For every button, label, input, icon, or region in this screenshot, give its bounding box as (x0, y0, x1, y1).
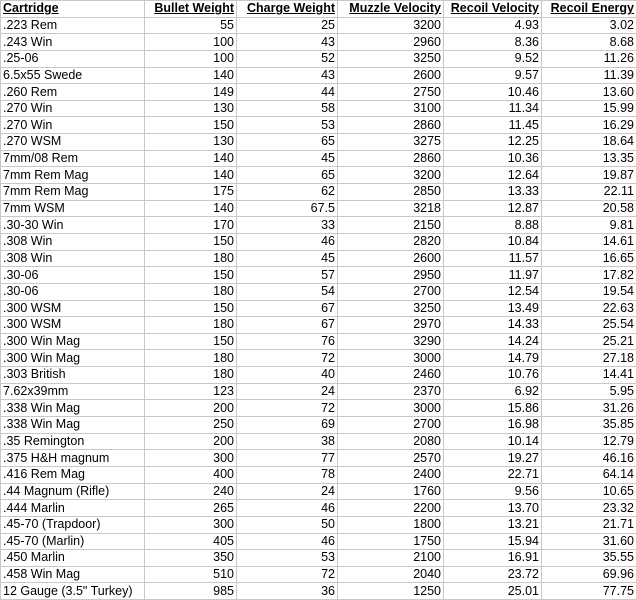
cell-charge-weight[interactable]: 43 (237, 34, 338, 51)
cell-muzzle-velocity[interactable]: 3200 (338, 17, 444, 34)
cell-cartridge[interactable]: .300 WSM (1, 317, 145, 334)
cell-recoil-velocity[interactable]: 6.92 (444, 383, 542, 400)
cell-cartridge[interactable]: .30-06 (1, 267, 145, 284)
cell-recoil-energy[interactable]: 5.95 (542, 383, 636, 400)
cell-muzzle-velocity[interactable]: 2850 (338, 184, 444, 201)
cell-recoil-velocity[interactable]: 8.88 (444, 217, 542, 234)
cell-muzzle-velocity[interactable]: 1800 (338, 516, 444, 533)
cell-charge-weight[interactable]: 76 (237, 333, 338, 350)
cell-recoil-velocity[interactable]: 10.14 (444, 433, 542, 450)
cell-cartridge[interactable]: .45-70 (Trapdoor) (1, 516, 145, 533)
cell-bullet-weight[interactable]: 250 (145, 417, 237, 434)
cell-bullet-weight[interactable]: 100 (145, 50, 237, 67)
column-header-muzzle-velocity[interactable]: Muzzle Velocity (338, 1, 444, 18)
cell-muzzle-velocity[interactable]: 2200 (338, 500, 444, 517)
cell-bullet-weight[interactable]: 140 (145, 150, 237, 167)
cell-muzzle-velocity[interactable]: 2150 (338, 217, 444, 234)
cell-recoil-velocity[interactable]: 16.98 (444, 417, 542, 434)
cell-recoil-energy[interactable]: 31.60 (542, 533, 636, 550)
cell-charge-weight[interactable]: 58 (237, 100, 338, 117)
cell-charge-weight[interactable]: 77 (237, 450, 338, 467)
cell-charge-weight[interactable]: 50 (237, 516, 338, 533)
cell-recoil-energy[interactable]: 27.18 (542, 350, 636, 367)
cell-cartridge[interactable]: .308 Win (1, 233, 145, 250)
cell-muzzle-velocity[interactable]: 2600 (338, 67, 444, 84)
header-row (1, 1, 636, 18)
cell-cartridge[interactable]: 12 Gauge (3.5" Turkey) (1, 583, 145, 600)
cell-cartridge[interactable]: 7mm WSM (1, 200, 145, 217)
cell-bullet-weight[interactable]: 150 (145, 267, 237, 284)
cell-bullet-weight[interactable]: 150 (145, 300, 237, 317)
cell-charge-weight[interactable]: 53 (237, 550, 338, 567)
cell-recoil-energy[interactable]: 19.87 (542, 167, 636, 184)
cell-recoil-energy[interactable]: 11.26 (542, 50, 636, 67)
cell-muzzle-velocity[interactable]: 3250 (338, 50, 444, 67)
cell-bullet-weight[interactable]: 240 (145, 483, 237, 500)
cell-charge-weight[interactable]: 72 (237, 350, 338, 367)
cell-muzzle-velocity[interactable]: 1760 (338, 483, 444, 500)
cell-charge-weight[interactable]: 53 (237, 117, 338, 134)
cell-recoil-energy[interactable]: 25.54 (542, 317, 636, 334)
cell-cartridge[interactable]: .44 Magnum (Rifle) (1, 483, 145, 500)
cell-cartridge[interactable]: .223 Rem (1, 17, 145, 34)
cell-cartridge[interactable]: .260 Rem (1, 84, 145, 101)
cell-muzzle-velocity[interactable]: 2370 (338, 383, 444, 400)
cell-muzzle-velocity[interactable]: 1750 (338, 533, 444, 550)
table-row (1, 250, 636, 267)
cell-recoil-energy[interactable]: 22.63 (542, 300, 636, 317)
cell-charge-weight[interactable]: 67.5 (237, 200, 338, 217)
cell-bullet-weight[interactable]: 180 (145, 317, 237, 334)
cell-muzzle-velocity[interactable]: 2570 (338, 450, 444, 467)
table-row (1, 383, 636, 400)
cell-bullet-weight[interactable]: 405 (145, 533, 237, 550)
cell-recoil-energy[interactable]: 46.16 (542, 450, 636, 467)
cell-recoil-velocity[interactable]: 11.97 (444, 267, 542, 284)
cell-recoil-velocity[interactable]: 16.91 (444, 550, 542, 567)
cell-muzzle-velocity[interactable]: 2600 (338, 250, 444, 267)
table-row (1, 350, 636, 367)
cell-bullet-weight[interactable]: 180 (145, 350, 237, 367)
cell-cartridge[interactable]: 7mm Rem Mag (1, 167, 145, 184)
cell-recoil-velocity[interactable]: 10.36 (444, 150, 542, 167)
column-header-recoil-velocity[interactable]: Recoil Velocity (444, 1, 542, 18)
cell-bullet-weight[interactable]: 150 (145, 333, 237, 350)
column-header-cartridge[interactable]: Cartridge (1, 1, 145, 18)
cell-recoil-velocity[interactable]: 13.49 (444, 300, 542, 317)
cell-charge-weight[interactable]: 65 (237, 134, 338, 151)
cell-recoil-velocity[interactable]: 12.25 (444, 134, 542, 151)
table-row (1, 283, 636, 300)
table-row (1, 34, 636, 51)
cell-recoil-energy[interactable]: 16.29 (542, 117, 636, 134)
cell-recoil-energy[interactable]: 21.71 (542, 516, 636, 533)
cell-charge-weight[interactable]: 52 (237, 50, 338, 67)
cell-recoil-energy[interactable]: 14.41 (542, 367, 636, 384)
cell-bullet-weight[interactable]: 985 (145, 583, 237, 600)
cell-muzzle-velocity[interactable]: 3000 (338, 400, 444, 417)
cell-muzzle-velocity[interactable]: 2080 (338, 433, 444, 450)
table-row (1, 333, 636, 350)
cell-cartridge[interactable]: .300 Win Mag (1, 350, 145, 367)
cell-muzzle-velocity[interactable]: 2700 (338, 283, 444, 300)
cell-charge-weight[interactable]: 36 (237, 583, 338, 600)
table-row (1, 150, 636, 167)
cell-charge-weight[interactable]: 44 (237, 84, 338, 101)
cell-muzzle-velocity[interactable]: 2040 (338, 566, 444, 583)
table-row (1, 450, 636, 467)
cell-bullet-weight[interactable]: 123 (145, 383, 237, 400)
cell-cartridge[interactable]: .416 Rem Mag (1, 466, 145, 483)
cell-recoil-velocity[interactable]: 13.33 (444, 184, 542, 201)
cell-cartridge[interactable]: .338 Win Mag (1, 400, 145, 417)
cell-bullet-weight[interactable]: 130 (145, 100, 237, 117)
cell-cartridge[interactable]: .375 H&H magnum (1, 450, 145, 467)
cell-bullet-weight[interactable]: 140 (145, 200, 237, 217)
cell-cartridge[interactable]: .243 Win (1, 34, 145, 51)
cell-charge-weight[interactable]: 43 (237, 67, 338, 84)
cell-cartridge[interactable]: .300 WSM (1, 300, 145, 317)
cell-charge-weight[interactable]: 40 (237, 367, 338, 384)
cell-recoil-energy[interactable]: 20.58 (542, 200, 636, 217)
cell-muzzle-velocity[interactable]: 2950 (338, 267, 444, 284)
cell-cartridge[interactable]: .308 Win (1, 250, 145, 267)
cell-charge-weight[interactable]: 24 (237, 383, 338, 400)
table-row (1, 84, 636, 101)
cell-muzzle-velocity[interactable]: 3000 (338, 350, 444, 367)
cell-muzzle-velocity[interactable]: 3275 (338, 134, 444, 151)
table-row (1, 566, 636, 583)
table-row (1, 417, 636, 434)
cell-cartridge[interactable]: 7mm/08 Rem (1, 150, 145, 167)
cell-cartridge[interactable]: .35 Remington (1, 433, 145, 450)
cell-muzzle-velocity[interactable]: 3290 (338, 333, 444, 350)
cell-bullet-weight[interactable]: 265 (145, 500, 237, 517)
cell-charge-weight[interactable]: 45 (237, 250, 338, 267)
table-row (1, 184, 636, 201)
cell-charge-weight[interactable]: 24 (237, 483, 338, 500)
cell-recoil-velocity[interactable]: 10.76 (444, 367, 542, 384)
cell-charge-weight[interactable]: 54 (237, 283, 338, 300)
cell-cartridge[interactable]: .338 Win Mag (1, 417, 145, 434)
cell-recoil-energy[interactable]: 9.81 (542, 217, 636, 234)
cell-recoil-energy[interactable]: 15.99 (542, 100, 636, 117)
cell-recoil-velocity[interactable]: 8.36 (444, 34, 542, 51)
cell-cartridge[interactable]: .270 Win (1, 100, 145, 117)
cell-bullet-weight[interactable]: 170 (145, 217, 237, 234)
table-row (1, 100, 636, 117)
cell-charge-weight[interactable]: 78 (237, 466, 338, 483)
table-row (1, 433, 636, 450)
table-row (1, 483, 636, 500)
table-row (1, 583, 636, 600)
column-header-charge-weight[interactable]: Charge Weight (237, 1, 338, 18)
cell-recoil-velocity[interactable]: 4.93 (444, 17, 542, 34)
cell-charge-weight[interactable]: 62 (237, 184, 338, 201)
cell-recoil-velocity[interactable]: 11.34 (444, 100, 542, 117)
table-row (1, 516, 636, 533)
cell-muzzle-velocity[interactable]: 2100 (338, 550, 444, 567)
cell-charge-weight[interactable]: 25 (237, 17, 338, 34)
cell-cartridge[interactable]: 7.62x39mm (1, 383, 145, 400)
cell-recoil-energy[interactable]: 12.79 (542, 433, 636, 450)
cell-cartridge[interactable]: .45-70 (Marlin) (1, 533, 145, 550)
cell-muzzle-velocity[interactable]: 2700 (338, 417, 444, 434)
table-row (1, 367, 636, 384)
table-row (1, 533, 636, 550)
cell-recoil-energy[interactable]: 77.75 (542, 583, 636, 600)
cell-recoil-velocity[interactable]: 23.72 (444, 566, 542, 583)
cell-recoil-velocity[interactable]: 14.33 (444, 317, 542, 334)
cell-muzzle-velocity[interactable]: 3218 (338, 200, 444, 217)
cell-cartridge[interactable]: .458 Win Mag (1, 566, 145, 583)
table-row (1, 267, 636, 284)
cell-recoil-velocity[interactable]: 10.84 (444, 233, 542, 250)
cell-recoil-energy[interactable]: 3.02 (542, 17, 636, 34)
cell-bullet-weight[interactable]: 200 (145, 433, 237, 450)
table-body (1, 17, 636, 599)
cell-muzzle-velocity[interactable]: 2860 (338, 150, 444, 167)
cell-recoil-energy[interactable]: 16.65 (542, 250, 636, 267)
cell-cartridge[interactable]: .30-06 (1, 283, 145, 300)
cell-charge-weight[interactable]: 67 (237, 300, 338, 317)
table-row (1, 233, 636, 250)
cell-cartridge[interactable]: 6.5x55 Swede (1, 67, 145, 84)
cell-bullet-weight[interactable]: 180 (145, 367, 237, 384)
cell-recoil-energy[interactable]: 35.85 (542, 417, 636, 434)
cell-muzzle-velocity[interactable]: 3250 (338, 300, 444, 317)
cell-recoil-energy[interactable]: 14.61 (542, 233, 636, 250)
cell-bullet-weight[interactable]: 140 (145, 167, 237, 184)
cell-cartridge[interactable]: 7mm Rem Mag (1, 184, 145, 201)
cell-bullet-weight[interactable]: 175 (145, 184, 237, 201)
cell-recoil-velocity[interactable]: 15.86 (444, 400, 542, 417)
cell-recoil-energy[interactable]: 18.64 (542, 134, 636, 151)
cell-charge-weight[interactable]: 57 (237, 267, 338, 284)
table-row (1, 200, 636, 217)
cell-bullet-weight[interactable]: 140 (145, 67, 237, 84)
cell-bullet-weight[interactable]: 130 (145, 134, 237, 151)
table-row (1, 550, 636, 567)
cell-cartridge[interactable]: .300 Win Mag (1, 333, 145, 350)
cell-recoil-velocity[interactable]: 13.21 (444, 516, 542, 533)
cell-bullet-weight[interactable]: 400 (145, 466, 237, 483)
cell-recoil-velocity[interactable]: 9.52 (444, 50, 542, 67)
cell-recoil-energy[interactable]: 31.26 (542, 400, 636, 417)
cell-cartridge[interactable]: .270 Win (1, 117, 145, 134)
cell-recoil-velocity[interactable]: 12.64 (444, 167, 542, 184)
cell-charge-weight[interactable]: 46 (237, 533, 338, 550)
cell-bullet-weight[interactable]: 150 (145, 117, 237, 134)
cell-bullet-weight[interactable]: 180 (145, 283, 237, 300)
table-row (1, 50, 636, 67)
cell-recoil-velocity[interactable]: 22.71 (444, 466, 542, 483)
cell-recoil-energy[interactable]: 22.11 (542, 184, 636, 201)
cell-recoil-velocity[interactable]: 14.24 (444, 333, 542, 350)
cell-muzzle-velocity[interactable]: 2820 (338, 233, 444, 250)
cell-recoil-velocity[interactable]: 11.45 (444, 117, 542, 134)
cell-muzzle-velocity[interactable]: 2860 (338, 117, 444, 134)
table-row (1, 17, 636, 34)
cell-cartridge[interactable]: .450 Marlin (1, 550, 145, 567)
cell-muzzle-velocity[interactable]: 2460 (338, 367, 444, 384)
cell-charge-weight[interactable]: 65 (237, 167, 338, 184)
cell-charge-weight[interactable]: 72 (237, 566, 338, 583)
cell-recoil-energy[interactable]: 19.54 (542, 283, 636, 300)
table-row (1, 300, 636, 317)
cell-charge-weight[interactable]: 46 (237, 500, 338, 517)
cell-recoil-velocity[interactable]: 25.01 (444, 583, 542, 600)
cell-recoil-velocity[interactable]: 9.56 (444, 483, 542, 500)
cell-muzzle-velocity[interactable]: 3200 (338, 167, 444, 184)
cell-muzzle-velocity[interactable]: 1250 (338, 583, 444, 600)
cell-bullet-weight[interactable]: 149 (145, 84, 237, 101)
cell-bullet-weight[interactable]: 150 (145, 233, 237, 250)
table-row (1, 317, 636, 334)
cell-recoil-energy[interactable]: 23.32 (542, 500, 636, 517)
cell-bullet-weight[interactable]: 200 (145, 400, 237, 417)
cell-recoil-velocity[interactable]: 12.87 (444, 200, 542, 217)
cell-cartridge[interactable]: .25-06 (1, 50, 145, 67)
table-row (1, 134, 636, 151)
cell-recoil-energy[interactable]: 64.14 (542, 466, 636, 483)
table-row (1, 67, 636, 84)
column-header-recoil-energy[interactable]: Recoil Energy (542, 1, 636, 18)
table-row (1, 400, 636, 417)
cell-charge-weight[interactable]: 38 (237, 433, 338, 450)
table-row (1, 500, 636, 517)
table-row (1, 117, 636, 134)
cell-recoil-velocity[interactable]: 19.27 (444, 450, 542, 467)
cell-recoil-velocity[interactable]: 13.70 (444, 500, 542, 517)
cell-charge-weight[interactable]: 46 (237, 233, 338, 250)
column-header-bullet-weight[interactable]: Bullet Weight (145, 1, 237, 18)
cell-bullet-weight[interactable]: 300 (145, 516, 237, 533)
cell-cartridge[interactable]: .270 WSM (1, 134, 145, 151)
cell-cartridge[interactable]: .303 British (1, 367, 145, 384)
cell-bullet-weight[interactable]: 100 (145, 34, 237, 51)
cell-charge-weight[interactable]: 45 (237, 150, 338, 167)
table-row (1, 217, 636, 234)
cell-charge-weight[interactable]: 69 (237, 417, 338, 434)
cell-cartridge[interactable]: .30-30 Win (1, 217, 145, 234)
cell-bullet-weight[interactable]: 350 (145, 550, 237, 567)
cell-recoil-velocity[interactable]: 14.79 (444, 350, 542, 367)
table-row (1, 466, 636, 483)
cell-muzzle-velocity[interactable]: 2750 (338, 84, 444, 101)
cell-recoil-energy[interactable]: 8.68 (542, 34, 636, 51)
cell-muzzle-velocity[interactable]: 2400 (338, 466, 444, 483)
cell-charge-weight[interactable]: 72 (237, 400, 338, 417)
cell-recoil-velocity[interactable]: 15.94 (444, 533, 542, 550)
cell-muzzle-velocity[interactable]: 2960 (338, 34, 444, 51)
cell-recoil-velocity[interactable]: 12.54 (444, 283, 542, 300)
cell-recoil-energy[interactable]: 10.65 (542, 483, 636, 500)
cell-bullet-weight[interactable]: 180 (145, 250, 237, 267)
cell-recoil-energy[interactable]: 35.55 (542, 550, 636, 567)
cell-bullet-weight[interactable]: 510 (145, 566, 237, 583)
cell-charge-weight[interactable]: 67 (237, 317, 338, 334)
cell-recoil-energy[interactable]: 13.35 (542, 150, 636, 167)
cell-bullet-weight[interactable]: 300 (145, 450, 237, 467)
cell-recoil-energy[interactable]: 11.39 (542, 67, 636, 84)
table-row (1, 167, 636, 184)
cell-recoil-velocity[interactable]: 10.46 (444, 84, 542, 101)
cell-cartridge[interactable]: .444 Marlin (1, 500, 145, 517)
cell-recoil-energy[interactable]: 17.82 (542, 267, 636, 284)
cell-recoil-energy[interactable]: 25.21 (542, 333, 636, 350)
cell-recoil-energy[interactable]: 69.96 (542, 566, 636, 583)
cell-recoil-velocity[interactable]: 9.57 (444, 67, 542, 84)
cell-bullet-weight[interactable]: 55 (145, 17, 237, 34)
cell-muzzle-velocity[interactable]: 3100 (338, 100, 444, 117)
cell-recoil-velocity[interactable]: 11.57 (444, 250, 542, 267)
cell-charge-weight[interactable]: 33 (237, 217, 338, 234)
cell-muzzle-velocity[interactable]: 2970 (338, 317, 444, 334)
cell-recoil-energy[interactable]: 13.60 (542, 84, 636, 101)
